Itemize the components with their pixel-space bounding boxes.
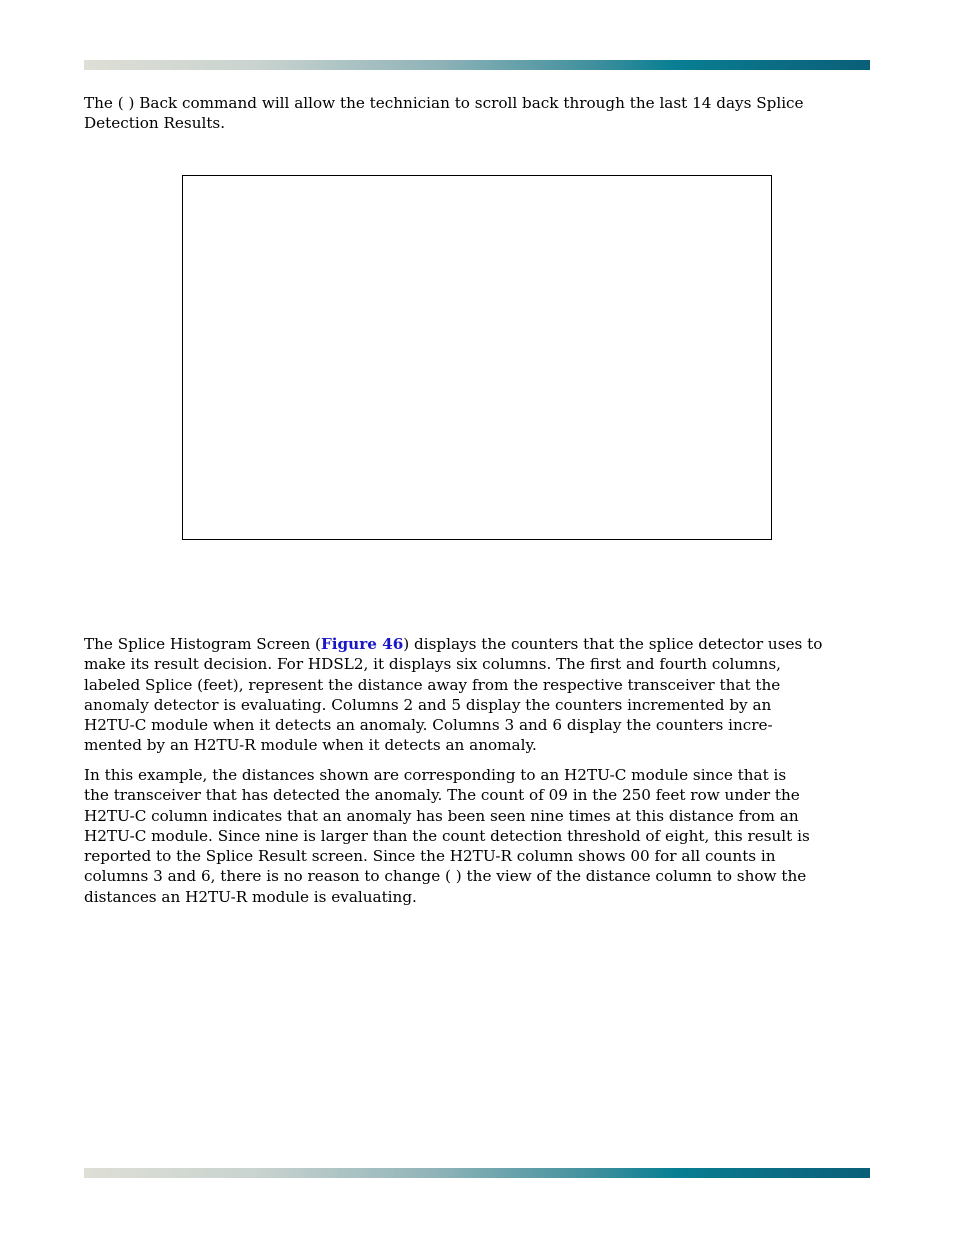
histogram-line: make its result decision. For HDSL2, it displays six columns. The first and fourth columns, [84, 655, 781, 674]
histogram-text-before: The Splice Histogram Screen ( [84, 635, 321, 653]
example-line: In this example, the distances shown are corresponding to an H2TU-C module since that is [84, 766, 787, 784]
histogram-text-after: ) displays the counters that the splice detector uses to [403, 635, 823, 653]
example-paragraph [84, 765, 870, 907]
histogram-line: anomaly detector is evaluating. Columns 2 and 5 display the counters incremented by an [84, 695, 772, 714]
footer-rule-bar [84, 1168, 870, 1178]
figure-screen-frame [182, 175, 772, 540]
intro-paragraph [84, 93, 870, 134]
header-rule-bar [84, 60, 870, 70]
histogram-line: mented by an H2TU-R module when it detects an anomaly. [84, 736, 537, 755]
histogram-line: H2TU-C module when it detects an anomaly. Columns 3 and 6 display the counters incre- [84, 716, 773, 735]
histogram-paragraph [84, 634, 870, 756]
histogram-line: labeled Splice (feet), represent the distance away from the respective transceiver that the [84, 675, 781, 694]
example-line: distances an H2TU-R module is evaluating. [84, 887, 417, 906]
example-line: the transceiver that has detected the anomaly. The count of 09 in the 250 feet row under the [84, 786, 800, 805]
histogram-line [84, 634, 870, 654]
example-line: H2TU-C column indicates that an anomaly has been seen nine times at this distance from an [84, 806, 799, 825]
intro-line: Detection Results. [84, 114, 226, 133]
example-line: reported to the Splice Result screen. Since the H2TU-R column shows 00 for all counts in [84, 847, 776, 866]
example-line: H2TU-C module. Since nine is larger than the count detection threshold of eight, this result is [84, 826, 810, 845]
intro-line: The ( ) Back command will allow the technician to scroll back through the last 14 days Splice [84, 94, 804, 112]
figure-46-link[interactable]: Figure 46 [320, 635, 404, 653]
example-line: columns 3 and 6, there is no reason to change ( ) the view of the distance column to show the [84, 867, 807, 886]
